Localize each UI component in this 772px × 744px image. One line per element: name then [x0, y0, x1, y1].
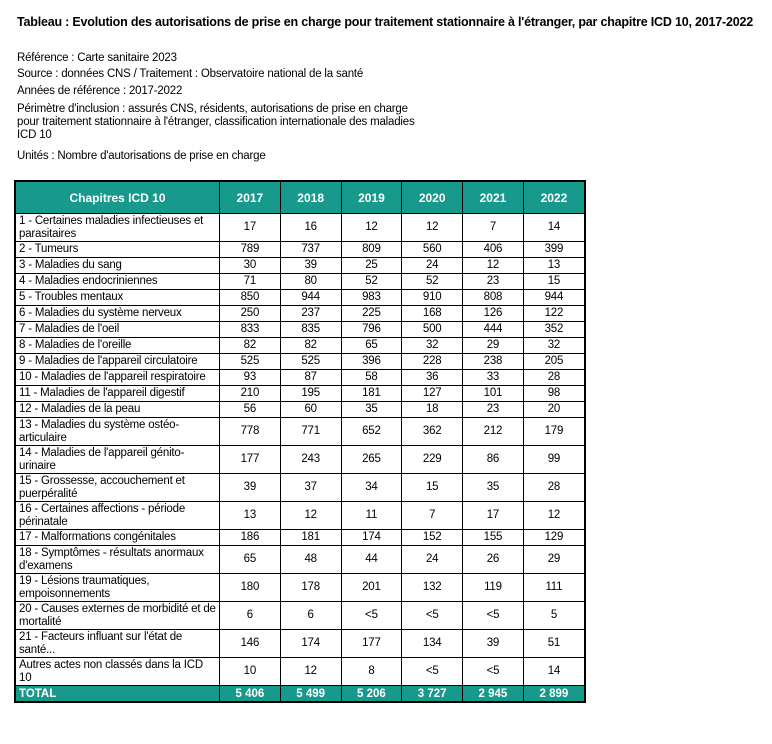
value-cell: 34: [341, 474, 402, 502]
meta-source: Source : données CNS / Traitement : Observatoire national de la santé: [17, 68, 364, 80]
value-cell: 87: [280, 370, 341, 386]
value-cell: <5: [463, 658, 524, 686]
value-cell: 362: [402, 418, 463, 446]
value-cell: 177: [220, 446, 281, 474]
value-cell: 129: [523, 530, 585, 546]
value-cell: 12: [402, 214, 463, 242]
value-cell: 52: [402, 274, 463, 290]
chapter-label: 2 - Tumeurs: [15, 242, 220, 258]
value-cell: 58: [341, 370, 402, 386]
value-cell: 178: [280, 574, 341, 602]
header-2021: 2021: [463, 181, 524, 214]
table-row: [15, 338, 585, 354]
total-cell: 2 945: [463, 686, 524, 703]
value-cell: 51: [523, 630, 585, 658]
value-cell: 174: [280, 630, 341, 658]
value-cell: 80: [280, 274, 341, 290]
value-cell: 12: [341, 214, 402, 242]
header-2019: 2019: [341, 181, 402, 214]
value-cell: 15: [523, 274, 585, 290]
value-cell: 23: [463, 274, 524, 290]
value-cell: 205: [523, 354, 585, 370]
value-cell: 44: [341, 546, 402, 574]
value-cell: 210: [220, 386, 281, 402]
total-cell: 5 406: [220, 686, 281, 703]
chapter-label: 9 - Maladies de l'appareil circulatoire: [15, 354, 220, 370]
value-cell: 25: [341, 258, 402, 274]
table-row: [15, 418, 585, 446]
value-cell: 39: [280, 258, 341, 274]
chapter-label: 20 - Causes externes de morbidité et de mortalité: [15, 602, 220, 630]
meta-years: Années de référence : 2017-2022: [17, 85, 183, 97]
value-cell: 796: [341, 322, 402, 338]
value-cell: 13: [523, 258, 585, 274]
value-cell: 10: [220, 658, 281, 686]
chapter-label: 10 - Maladies de l'appareil respiratoire: [15, 370, 220, 386]
meta-scope: Périmètre d'inclusion : assurés CNS, résidents, autorisations de prise en charge pour traitement stationnaire à l'étranger, classification internationale des maladies ICD 10: [17, 103, 415, 141]
value-cell: 99: [523, 446, 585, 474]
value-cell: 101: [463, 386, 524, 402]
value-cell: 17: [463, 502, 524, 530]
value-cell: 250: [220, 306, 281, 322]
value-cell: 32: [523, 338, 585, 354]
chapter-label: 3 - Maladies du sang: [15, 258, 220, 274]
value-cell: 243: [280, 446, 341, 474]
value-cell: 6: [220, 602, 281, 630]
value-cell: 33: [463, 370, 524, 386]
table-row: [15, 242, 585, 258]
value-cell: 180: [220, 574, 281, 602]
value-cell: 983: [341, 290, 402, 306]
chapter-label: 18 - Symptômes - résultats anormaux d'examens: [15, 546, 220, 574]
table-row: [15, 306, 585, 322]
table-row: [15, 502, 585, 530]
value-cell: 5: [523, 602, 585, 630]
value-cell: 24: [402, 546, 463, 574]
value-cell: 652: [341, 418, 402, 446]
value-cell: 177: [341, 630, 402, 658]
value-cell: 396: [341, 354, 402, 370]
value-cell: 35: [463, 474, 524, 502]
value-cell: 737: [280, 242, 341, 258]
value-cell: 444: [463, 322, 524, 338]
chapter-label: Autres actes non classés dans la ICD 10: [15, 658, 220, 686]
value-cell: 265: [341, 446, 402, 474]
value-cell: 23: [463, 402, 524, 418]
value-cell: 11: [341, 502, 402, 530]
chapter-label: 8 - Maladies de l'oreille: [15, 338, 220, 354]
table-row: [15, 446, 585, 474]
value-cell: 65: [220, 546, 281, 574]
total-label: TOTAL: [15, 686, 220, 703]
value-cell: 28: [523, 474, 585, 502]
header-2018: 2018: [280, 181, 341, 214]
value-cell: 111: [523, 574, 585, 602]
value-cell: <5: [463, 602, 524, 630]
table-title: Tableau : Evolution des autorisations de prise en charge pour traitement stationnaire à l'étranger, par chapitre ICD 10, 2017-2022: [17, 15, 753, 29]
total-cell: 5 499: [280, 686, 341, 703]
value-cell: 399: [523, 242, 585, 258]
value-cell: 82: [280, 338, 341, 354]
value-cell: 86: [463, 446, 524, 474]
value-cell: 35: [341, 402, 402, 418]
meta-reference: Référence : Carte sanitaire 2023: [17, 52, 177, 64]
value-cell: 16: [280, 214, 341, 242]
chapter-label: 1 - Certaines maladies infectieuses et parasitaires: [15, 214, 220, 242]
value-cell: 835: [280, 322, 341, 338]
value-cell: 225: [341, 306, 402, 322]
value-cell: 30: [220, 258, 281, 274]
chapter-label: 11 - Maladies de l'appareil digestif: [15, 386, 220, 402]
value-cell: 65: [341, 338, 402, 354]
value-cell: 228: [402, 354, 463, 370]
value-cell: <5: [402, 658, 463, 686]
value-cell: 93: [220, 370, 281, 386]
value-cell: 155: [463, 530, 524, 546]
value-cell: 201: [341, 574, 402, 602]
table-body: [15, 214, 585, 686]
value-cell: 944: [280, 290, 341, 306]
value-cell: 174: [341, 530, 402, 546]
value-cell: 13: [220, 502, 281, 530]
table-row: [15, 322, 585, 338]
table-row: [15, 546, 585, 574]
value-cell: 12: [280, 658, 341, 686]
value-cell: 238: [463, 354, 524, 370]
value-cell: 48: [280, 546, 341, 574]
meta-units: Unités : Nombre d'autorisations de prise en charge: [17, 150, 266, 162]
value-cell: 24: [402, 258, 463, 274]
data-table: [14, 180, 586, 703]
value-cell: 14: [523, 658, 585, 686]
value-cell: 808: [463, 290, 524, 306]
header-2022: 2022: [523, 181, 585, 214]
value-cell: 181: [341, 386, 402, 402]
table-row: [15, 258, 585, 274]
header-2020: 2020: [402, 181, 463, 214]
value-cell: 910: [402, 290, 463, 306]
value-cell: 71: [220, 274, 281, 290]
value-cell: 119: [463, 574, 524, 602]
chapter-label: 19 - Lésions traumatiques, empoisonnements: [15, 574, 220, 602]
value-cell: 525: [220, 354, 281, 370]
table-row: [15, 354, 585, 370]
value-cell: 20: [523, 402, 585, 418]
value-cell: 126: [463, 306, 524, 322]
value-cell: 26: [463, 546, 524, 574]
value-cell: 15: [402, 474, 463, 502]
value-cell: 7: [402, 502, 463, 530]
chapter-label: 21 - Facteurs influant sur l'état de santé...: [15, 630, 220, 658]
value-cell: 132: [402, 574, 463, 602]
value-cell: 6: [280, 602, 341, 630]
value-cell: 809: [341, 242, 402, 258]
header-row: [15, 181, 585, 214]
value-cell: 833: [220, 322, 281, 338]
total-row: [15, 686, 585, 703]
value-cell: 500: [402, 322, 463, 338]
value-cell: 406: [463, 242, 524, 258]
value-cell: 52: [341, 274, 402, 290]
value-cell: 36: [402, 370, 463, 386]
chapter-label: 6 - Maladies du système nerveux: [15, 306, 220, 322]
header-2017: 2017: [220, 181, 281, 214]
value-cell: 28: [523, 370, 585, 386]
chapter-label: 4 - Maladies endocriniennes: [15, 274, 220, 290]
table-row: [15, 290, 585, 306]
value-cell: 32: [402, 338, 463, 354]
value-cell: 352: [523, 322, 585, 338]
table-row: [15, 274, 585, 290]
table-row: [15, 530, 585, 546]
table-row: [15, 386, 585, 402]
value-cell: 146: [220, 630, 281, 658]
value-cell: 18: [402, 402, 463, 418]
value-cell: 29: [523, 546, 585, 574]
value-cell: 37: [280, 474, 341, 502]
value-cell: 212: [463, 418, 524, 446]
value-cell: 39: [463, 630, 524, 658]
value-cell: 8: [341, 658, 402, 686]
value-cell: 60: [280, 402, 341, 418]
value-cell: 82: [220, 338, 281, 354]
table-row: [15, 602, 585, 630]
value-cell: 179: [523, 418, 585, 446]
table-row: [15, 574, 585, 602]
value-cell: 12: [463, 258, 524, 274]
table-row: [15, 658, 585, 686]
value-cell: 168: [402, 306, 463, 322]
table-row: [15, 630, 585, 658]
value-cell: 195: [280, 386, 341, 402]
value-cell: 560: [402, 242, 463, 258]
chapter-label: 14 - Maladies de l'appareil génito-urinaire: [15, 446, 220, 474]
value-cell: 29: [463, 338, 524, 354]
value-cell: 525: [280, 354, 341, 370]
value-cell: 152: [402, 530, 463, 546]
value-cell: 229: [402, 446, 463, 474]
value-cell: 14: [523, 214, 585, 242]
value-cell: 850: [220, 290, 281, 306]
value-cell: 127: [402, 386, 463, 402]
table-row: [15, 214, 585, 242]
value-cell: 181: [280, 530, 341, 546]
chapter-label: 17 - Malformations congénitales: [15, 530, 220, 546]
value-cell: 778: [220, 418, 281, 446]
chapter-label: 16 - Certaines affections - période périnatale: [15, 502, 220, 530]
chapter-label: 7 - Maladies de l'oeil: [15, 322, 220, 338]
total-cell: 5 206: [341, 686, 402, 703]
value-cell: <5: [341, 602, 402, 630]
chapter-label: 13 - Maladies du système ostéo-articulaire: [15, 418, 220, 446]
table-row: [15, 402, 585, 418]
header-chapitres: Chapitres ICD 10: [15, 181, 220, 214]
chapter-label: 15 - Grossesse, accouchement et puerpéralité: [15, 474, 220, 502]
total-cell: 2 899: [523, 686, 585, 703]
value-cell: 771: [280, 418, 341, 446]
chapter-label: 5 - Troubles mentaux: [15, 290, 220, 306]
value-cell: <5: [402, 602, 463, 630]
value-cell: 39: [220, 474, 281, 502]
value-cell: 98: [523, 386, 585, 402]
chapter-label: 12 - Maladies de la peau: [15, 402, 220, 418]
table-row: [15, 370, 585, 386]
value-cell: 186: [220, 530, 281, 546]
value-cell: 122: [523, 306, 585, 322]
value-cell: 17: [220, 214, 281, 242]
value-cell: 7: [463, 214, 524, 242]
value-cell: 134: [402, 630, 463, 658]
value-cell: 944: [523, 290, 585, 306]
value-cell: 56: [220, 402, 281, 418]
value-cell: 12: [523, 502, 585, 530]
value-cell: 237: [280, 306, 341, 322]
table-row: [15, 474, 585, 502]
total-cell: 3 727: [402, 686, 463, 703]
value-cell: 12: [280, 502, 341, 530]
value-cell: 789: [220, 242, 281, 258]
